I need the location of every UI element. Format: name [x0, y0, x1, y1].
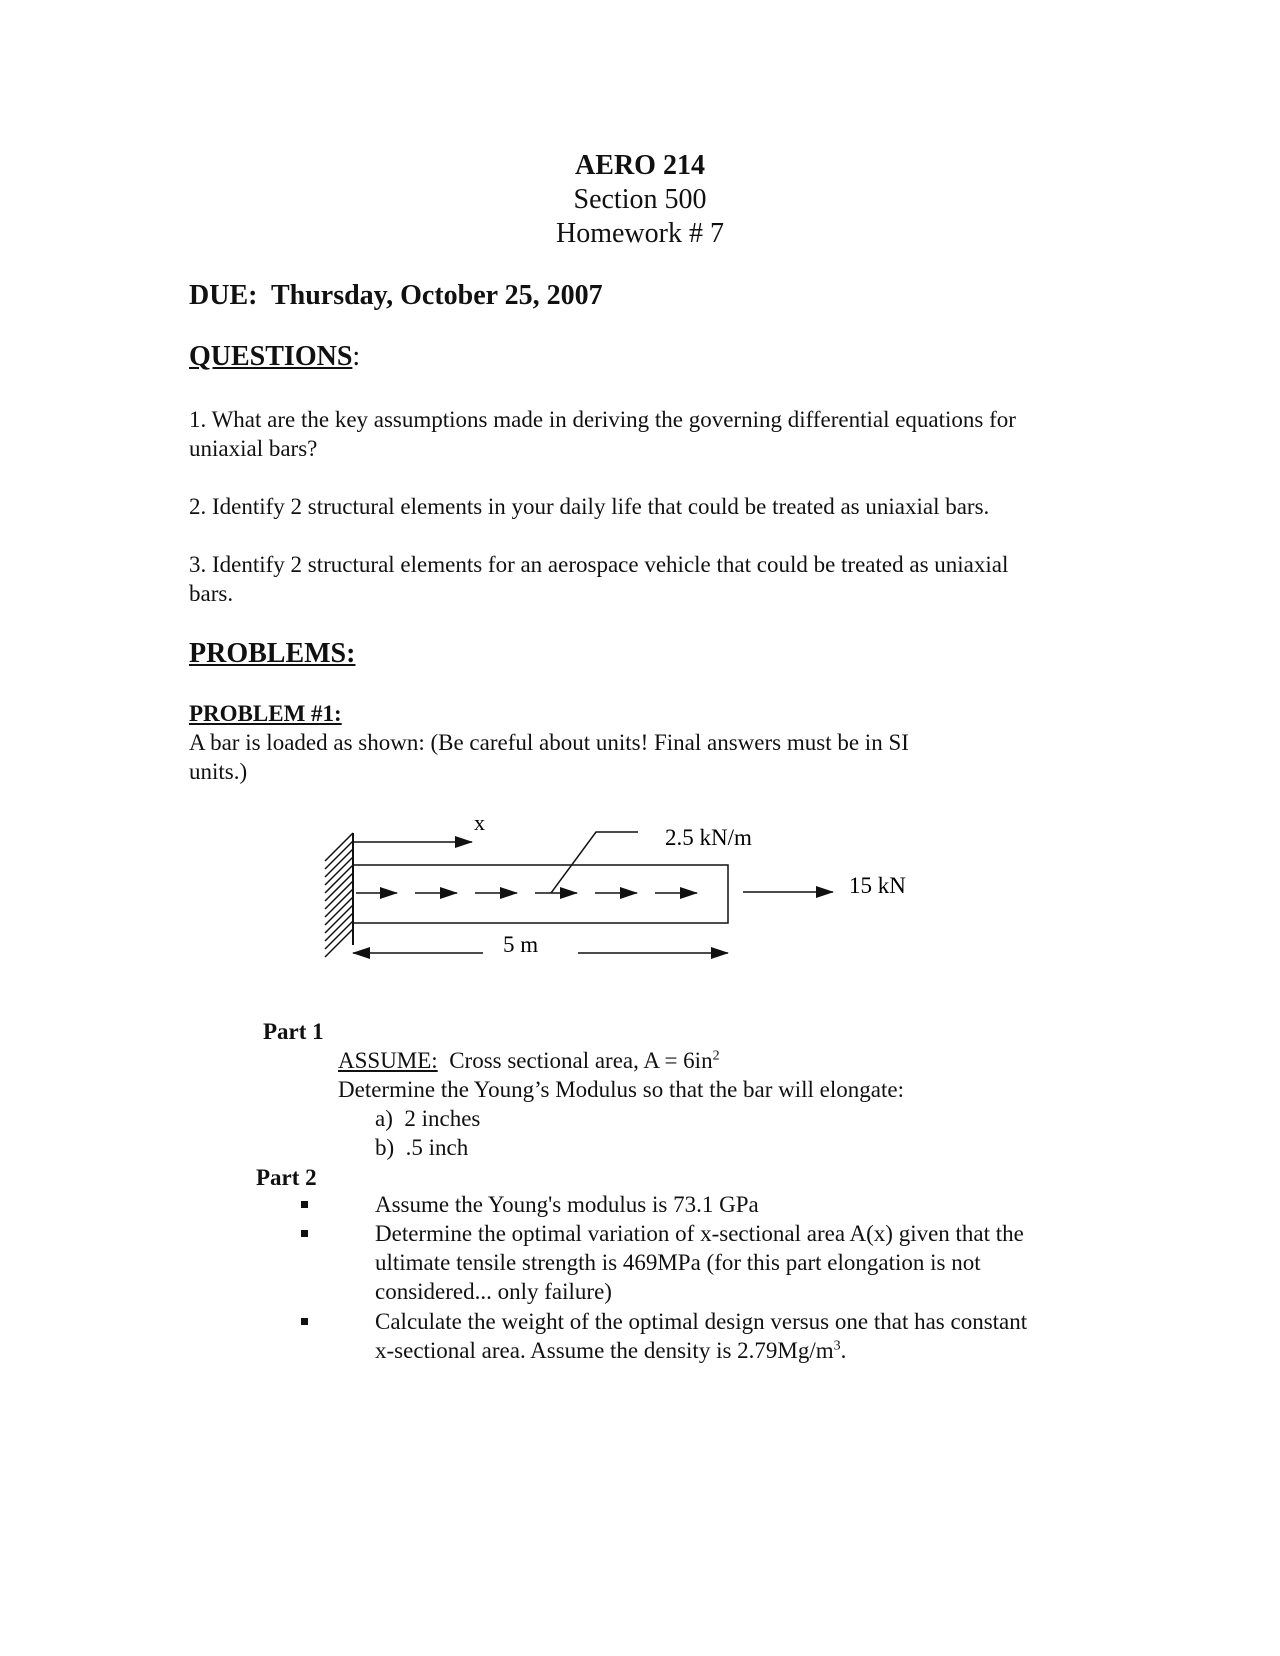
- due-date: Thursday, October 25, 2007: [270, 280, 603, 311]
- option-a-text: 2 inches: [404, 1106, 481, 1131]
- question-1-line-2: uniaxial bars?: [189, 436, 318, 461]
- part-1-label: Part 1: [263, 1019, 324, 1044]
- bullet-3-line-1: Calculate the weight of the optimal design versus one that has constant: [375, 1309, 1028, 1334]
- part-1-determine: Determine the Young’s Modulus so that the bar will elongate:: [338, 1077, 904, 1102]
- load-leader-line: [551, 832, 638, 893]
- option-b-text: .5 inch: [405, 1135, 469, 1160]
- bullet-3-line-2-period: .: [840, 1338, 847, 1363]
- question-3-line-2: bars.: [189, 581, 234, 606]
- point-load-label: 15 kN: [849, 873, 906, 898]
- problem-1-intro-line-1: A bar is loaded as shown: (Be careful about units! Final answers must be in SI: [189, 730, 909, 755]
- problem-1-intro-line-2: units.): [189, 759, 248, 784]
- assume-text: Cross sectional area, A = 6in: [449, 1048, 713, 1073]
- bar: [353, 865, 728, 923]
- question-3-line-1: 3. Identify 2 structural elements for an aerospace vehicle that could be treated as uniaxial: [189, 552, 1009, 577]
- bullet-marker: [301, 1318, 308, 1325]
- problem-1-title: PROBLEM #1:: [189, 701, 342, 726]
- part-2-label: Part 2: [256, 1165, 317, 1190]
- part-2-bullet-1: Assume the Young's modulus is 73.1 GPa: [375, 1192, 759, 1217]
- due-label: DUE:: [189, 280, 258, 311]
- problems-heading: PROBLEMS:: [189, 638, 356, 669]
- part-2-bullet-2: [375, 1219, 1024, 1306]
- option-b-marker: b): [375, 1135, 395, 1160]
- bullet-2-line-3: considered... only failure): [375, 1279, 612, 1304]
- bullet-marker: [301, 1230, 308, 1237]
- fixed-wall: [325, 833, 353, 957]
- part-1-assume: [338, 1046, 720, 1075]
- part-2-bullet-3: [375, 1307, 1027, 1365]
- section-label: Section 500: [573, 184, 707, 215]
- bullet-2-line-1: Determine the optimal variation of x-sectional area A(x) given that the: [375, 1221, 1024, 1246]
- density-exponent: 3: [833, 1338, 841, 1354]
- x-axis-label: x: [474, 810, 485, 835]
- distributed-load-label: 2.5 kN/m: [665, 825, 752, 850]
- option-a-marker: a): [375, 1106, 393, 1131]
- question-2: 2. Identify 2 structural elements in your daily life that could be treated as uniaxial bars.: [189, 494, 990, 519]
- course-title: AERO 214: [575, 150, 705, 181]
- bullet-3-line-2: [375, 1336, 1027, 1365]
- assume-label: ASSUME:: [338, 1048, 438, 1073]
- assume-exponent: 2: [712, 1048, 720, 1064]
- bullet-2-line-2: ultimate tensile strength is 469MPa (for this part elongation is not: [375, 1250, 981, 1275]
- questions-heading-colon: :: [352, 341, 361, 372]
- part-1-option-b: [375, 1133, 468, 1162]
- bullet-3-line-2-text: x-sectional area. Assume the density is 2.79Mg/m: [375, 1338, 834, 1363]
- bullet-marker: [301, 1201, 308, 1208]
- question-1-line-1: 1. What are the key assumptions made in deriving the governing differential equations for: [189, 407, 1016, 432]
- homework-label: Homework # 7: [556, 218, 724, 249]
- length-label: 5 m: [503, 932, 539, 957]
- questions-heading-text: QUESTIONS: [189, 341, 353, 372]
- part-1-option-a: [375, 1104, 480, 1133]
